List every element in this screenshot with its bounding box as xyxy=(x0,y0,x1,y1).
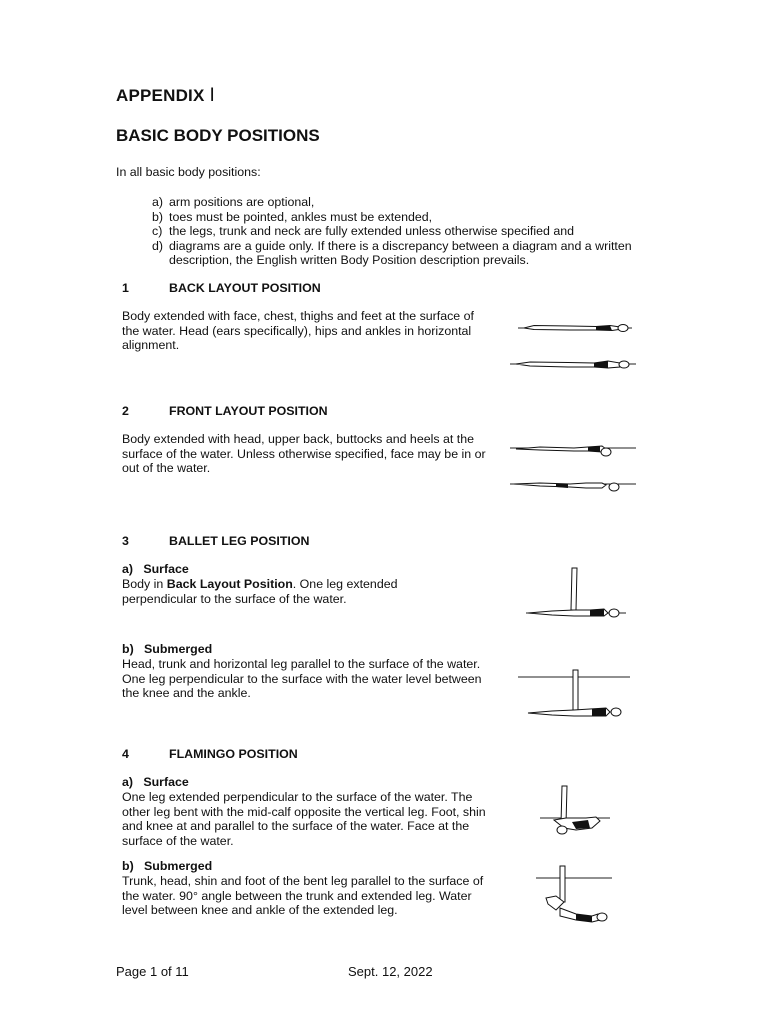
rule-text: toes must be pointed, ankles must be extended, xyxy=(169,209,433,224)
subsection-text: One leg extended perpendicular to the surface of the water. The other leg bent with the mid-calf opposite the vertical leg. Foot, shin and knee at and parallel to the surface of the water. Face at the surface of the water. xyxy=(122,790,486,848)
rule-text: arm positions are optional, xyxy=(169,195,315,209)
subsection-text-pre: Body in xyxy=(122,577,167,591)
subsection-label: a) Surface xyxy=(122,775,189,789)
page-number: Page 1 of 11 xyxy=(116,964,189,979)
rule-text: diagrams are a guide only. If there is a discrepancy between a diagram and a written description, the English written Body Position description prevails. xyxy=(169,238,632,267)
appendix-label: APPENDIX xyxy=(116,86,205,105)
rule-text: the legs, trunk and neck are fully extended unless otherwise specified and xyxy=(169,224,575,238)
front-layout-diagram xyxy=(510,440,640,496)
footer-date: Sept. 12, 2022 xyxy=(348,964,433,979)
rule-marker: b) xyxy=(152,209,164,224)
subsection-text-bold: Back Layout Position xyxy=(166,577,293,591)
intro-text: In all basic body positions: xyxy=(116,165,261,179)
section-title: FLAMINGO POSITION xyxy=(169,747,298,761)
rule-item xyxy=(152,239,632,268)
subsection-label: a) Surface xyxy=(122,562,189,576)
flamingo-submerged-diagram xyxy=(536,864,616,928)
section-text: Body extended with head, upper back, buttocks and heels at the surface of the water. Unless otherwise specified, face may be in or out of the water. xyxy=(122,432,486,475)
ballet-leg-submerged-diagram xyxy=(518,668,634,724)
rule-item xyxy=(152,210,632,225)
rules-list xyxy=(152,195,632,268)
section-title: BACK LAYOUT POSITION xyxy=(169,281,321,295)
flamingo-surface-diagram xyxy=(536,784,616,842)
appendix-numeral: I xyxy=(209,85,215,106)
appendix-heading xyxy=(116,85,215,106)
rule-marker: c) xyxy=(152,224,163,238)
section-title: FRONT LAYOUT POSITION xyxy=(169,404,328,418)
section-number: 2 xyxy=(122,404,129,418)
rule-marker: a) xyxy=(152,195,164,209)
subsection-text-post: . One leg extended perpendicular to the surface of the water. xyxy=(122,577,398,606)
page-title: BASIC BODY POSITIONS xyxy=(116,126,320,145)
rule-marker: d) xyxy=(152,238,164,253)
section-title: BALLET LEG POSITION xyxy=(169,534,310,548)
section-number: 3 xyxy=(122,534,129,548)
subsection-label: b) Submerged xyxy=(122,859,213,873)
section-text: Body extended with face, chest, thighs and feet at the surface of the water. Head (ears specifically), hips and ankles in horizontal alignment. xyxy=(122,309,474,352)
rule-item xyxy=(152,195,632,210)
ballet-leg-surface-diagram xyxy=(522,566,632,624)
subsection-text: Trunk, head, shin and foot of the bent leg parallel to the surface of the water. 90° angle between the trunk and extended leg. Water level between knee and ankle of the extended leg. xyxy=(122,874,484,917)
subsection-text: Head, trunk and horizontal leg parallel to the surface of the water. One leg perpendicular to the surface with the water level between the knee and the ankle. xyxy=(122,657,482,700)
rule-item xyxy=(152,224,632,239)
subsection-label: b) Submerged xyxy=(122,642,213,656)
section-number: 1 xyxy=(122,281,129,295)
back-layout-diagram xyxy=(510,318,640,374)
subsection-text xyxy=(122,577,422,606)
section-number: 4 xyxy=(122,747,129,761)
